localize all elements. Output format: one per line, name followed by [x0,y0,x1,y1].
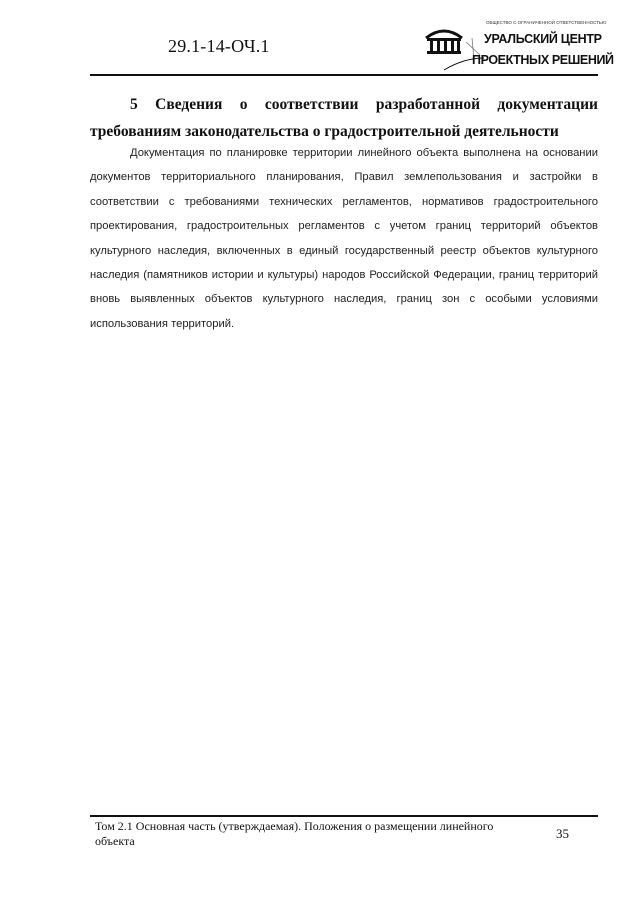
logo-title-line2: ПРОЕКТНЫХ РЕШЕНИЙ [472,53,614,67]
heading-word: Сведения [155,96,223,113]
company-logo [424,20,614,76]
logo-title-line1: УРАЛЬСКИЙ ЦЕНТР [484,32,602,46]
footer-volume-title: Том 2.1 Основная часть (утверждаемая). Положения о размещении линейного объекта [95,819,494,848]
logo-small-text: ОБЩЕСТВО С ОГРАНИЧЕННОЙ ОТВЕТСТВЕННОСТЬЮ [486,20,607,25]
section-number: 5 [130,96,138,113]
heading-line-1 [90,91,598,118]
heading-word: о [239,96,248,113]
footer-divider [90,815,598,817]
section-paragraph: Документация по планировке территории линейного объекта выполнена на основании документов территориального планирования, Правил землепользования и застройки в соответствии с требованиями технических регламентов, нормативов градостроительного проектирования, градостроительных регламентов с учетом границ территорий объектов культурного наследия, включенных в единый государственный реестр объектов культурного наследия (памятников истории и культуры) народов Российской Федерации, границ территорий вновь выявленных объектов культурного наследия, границ зон с особыми условиями использования территорий. [90,147,598,330]
section-heading [90,91,598,145]
header-divider [90,74,598,76]
heading-word: соответствии [264,96,359,113]
heading-line-2: требованиям законодательства о градостроительной деятельности [90,123,559,140]
page-number: 35 [556,826,569,841]
heading-word: документации [497,96,598,113]
document-code: 29.1-14-ОЧ.1 [168,36,270,56]
heading-word: разработанной [375,96,481,113]
